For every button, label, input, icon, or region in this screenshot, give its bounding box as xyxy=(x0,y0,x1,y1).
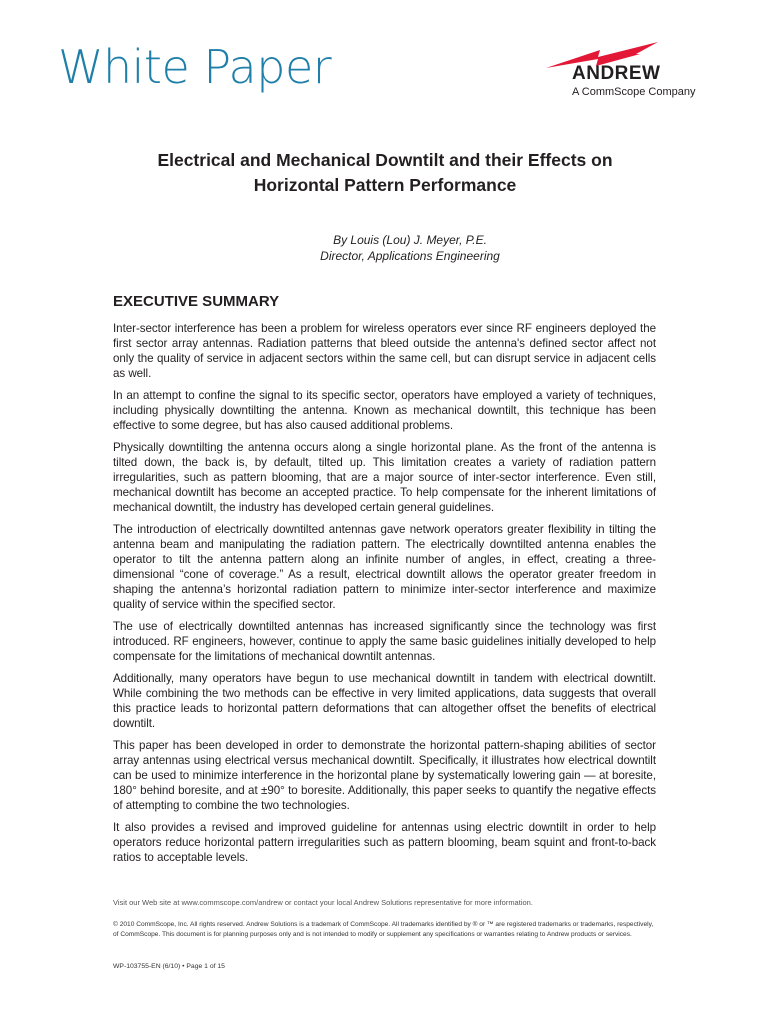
logo-subtitle: A CommScope Company xyxy=(572,86,696,98)
author-block xyxy=(200,232,620,264)
footer-copyright: © 2010 CommScope, Inc. All rights reserved. Andrew Solutions is a trademark of CommScope. All trademarks identified by ® or ™ are registered trademarks or trademarks, respectively, of CommScope. This document is for planning purposes only and is not intended to modify or supplement any specifications or warranties relating to Andrew products or services. xyxy=(113,921,654,938)
white-paper-masthead: White Paper xyxy=(58,40,332,94)
footer-visit-note: Visit our Web site at www.commscope.com/andrew or contact your local Andrew Solutions representative for more information. xyxy=(113,898,533,907)
paragraph: Inter-sector interference has been a problem for wireless operators ever since RF engineers deployed the first sector array antennas. Radiation patterns that bleed outside the antenna's defined sector affect not only the quality of service in adjacent sectors within the same cell, but can disrupt service in adjacent cells as well. xyxy=(113,322,656,380)
section-heading: EXECUTIVE SUMMARY xyxy=(113,293,280,310)
paragraph: Additionally, many operators have begun to use mechanical downtilt in tandem with electrical downtilt. While combining the two methods can be effective in very limited applications, data suggests that overall this practice leads to horizontal pattern deformations that can altogether offset the benefits of electrical downtilt. xyxy=(113,672,656,730)
paragraph: In an attempt to confine the signal to its specific sector, operators have employed a variety of techniques, including physically downtilting the antenna. Known as mechanical downtilt, this technique has been effective to some degree, but has also caused additional problems. xyxy=(113,389,656,432)
paragraph: The introduction of electrically downtilted antennas gave network operators greater flexibility in tilting the antenna beam and manipulating the radiation pattern. The electrically downtilted antenna enables the operator to tilt the antenna pattern along an infinite number of angles, in effect, creating a three-dimensional “cone of coverage.” As a result, electrical downtilt allows the operator greater freedom in shaping the antenna’s horizontal radiation pattern to minimize inter-sector interference and maximize quality of service within the specified sector. xyxy=(113,523,656,611)
document-title xyxy=(80,148,690,198)
logo-brand-text: ANDREW xyxy=(572,63,661,84)
body-text xyxy=(113,321,656,872)
author-title: Director, Applications Engineering xyxy=(320,249,500,263)
andrew-logo xyxy=(540,40,700,106)
paragraph: It also provides a revised and improved guideline for antennas using electric downtilt in order to help operators reduce horizontal pattern irregularities such as pattern blooming, beam squint and front-to-back ratios to acceptable levels. xyxy=(113,821,656,864)
author-name: By Louis (Lou) J. Meyer, P.E. xyxy=(333,233,487,247)
footer-document-number: WP-103755-EN (6/10) • Page 1 of 15 xyxy=(113,963,225,970)
title-line-2: Horizontal Pattern Performance xyxy=(253,175,517,195)
title-line-1: Electrical and Mechanical Downtilt and their Effects on xyxy=(157,150,613,170)
paragraph: The use of electrically downtilted antennas has increased significantly since the technology was first introduced. RF engineers, however, continue to apply the same basic guidelines initially developed to help compensate for the limitations of mechanical downtilt antennas. xyxy=(113,620,656,663)
paragraph: Physically downtilting the antenna occurs along a single horizontal plane. As the front of the antenna is tilted down, the back is, by default, tilted up. This limitation creates a variety of radiation pattern irregularities, such as pattern blooming, that are a major source of inter-sector interference. Even still, mechanical downtilt has become an accepted practice. To help compensate for the inherent limitations of mechanical downtilt, the industry has developed certain general guidelines. xyxy=(113,441,656,514)
paragraph: This paper has been developed in order to demonstrate the horizontal pattern-shaping abilities of sector array antennas using electrical versus mechanical downtilt. Specifically, it illustrates how electrical downtilt can be used to minimize interference in the horizontal plane by systematically lowering gain — at boresite, 180° behind boresite, and at ±90° to boresite. Additionally, this paper seeks to quantify the negative effects of attempting to combine the two technologies. xyxy=(113,739,656,812)
